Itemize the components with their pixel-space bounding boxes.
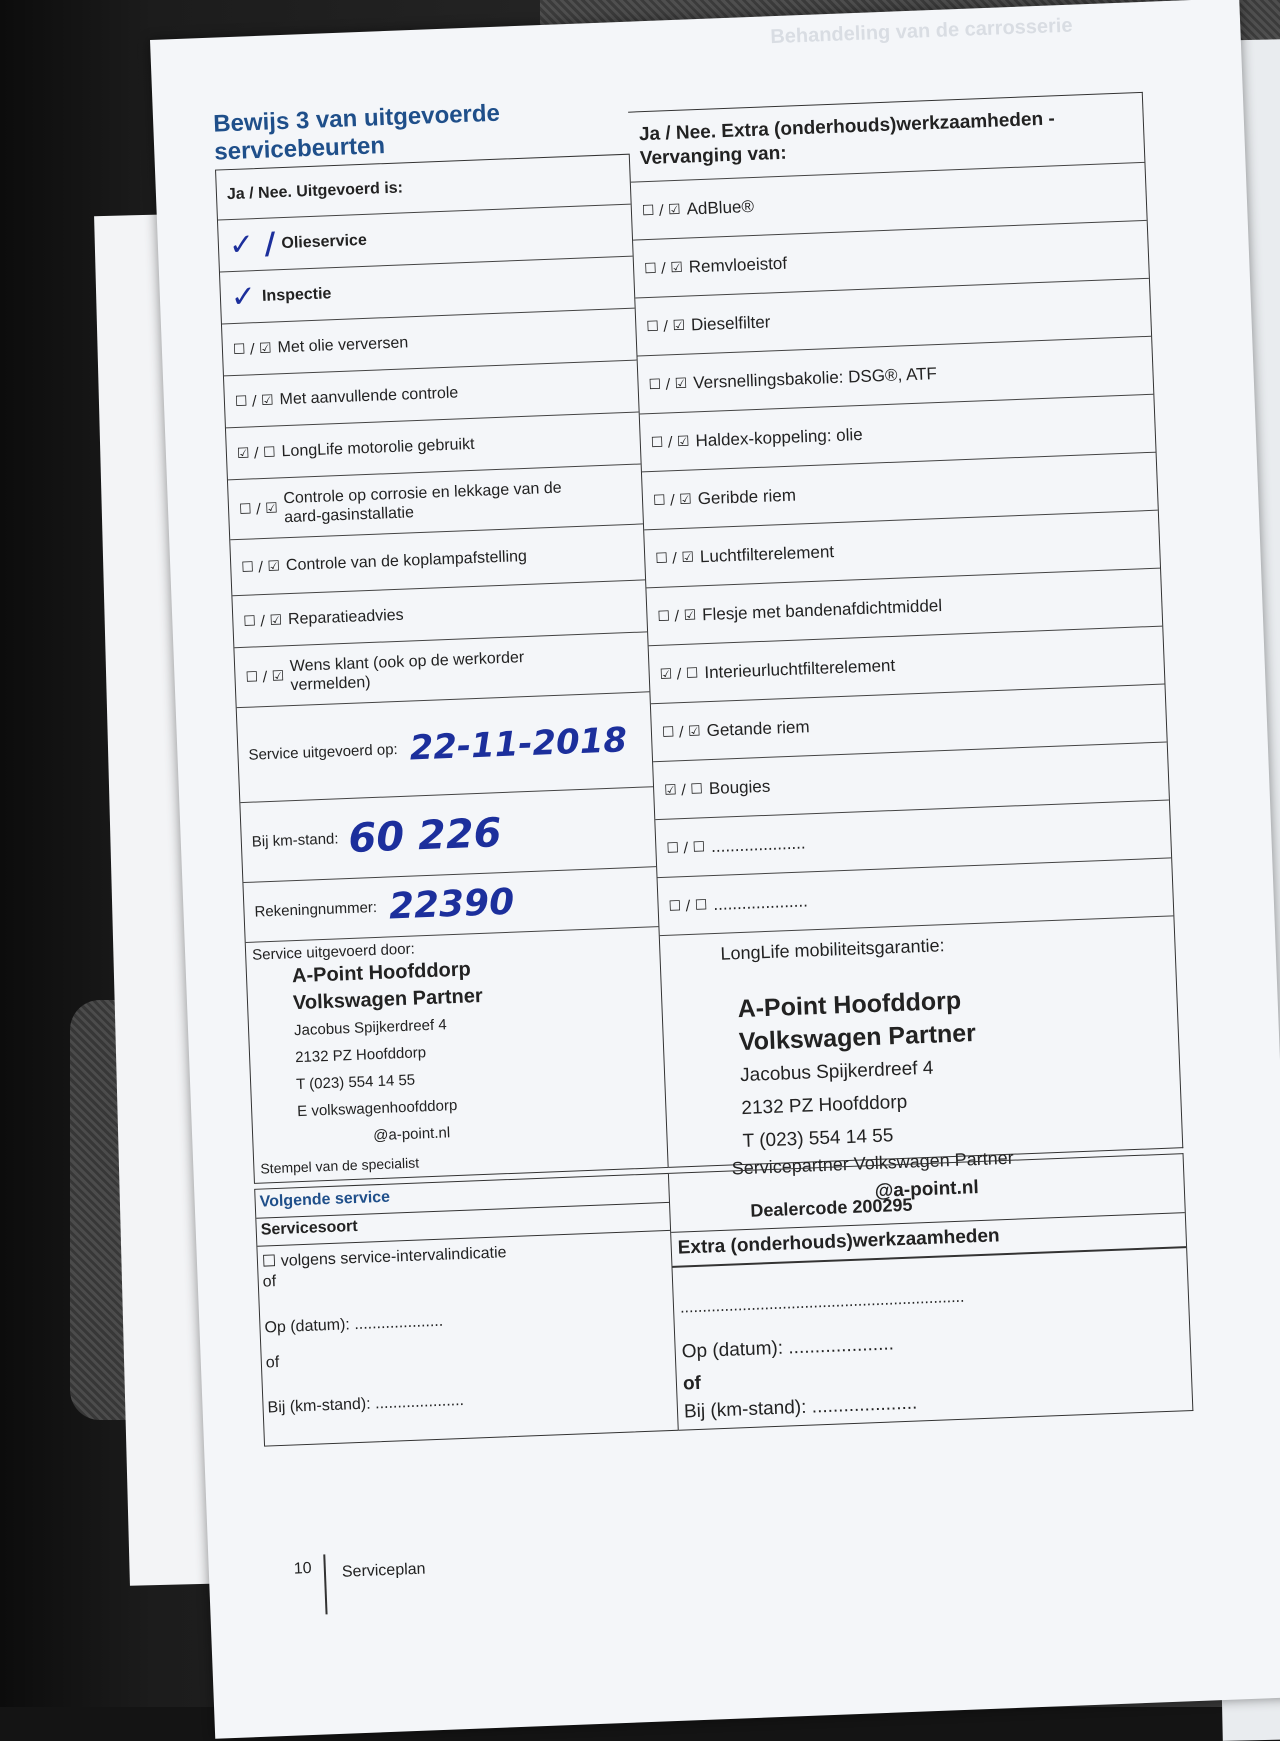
right-item-label: AdBlue®	[686, 196, 755, 219]
checkbox-icon: ☐ / ☑	[238, 499, 279, 518]
or-label: of	[682, 1372, 702, 1395]
extra-work-line[interactable]: ................................................................	[679, 1288, 965, 1317]
left-item-label: Met olie verversen	[277, 333, 409, 356]
left-item-label: Controle van de koplampafstelling	[285, 547, 528, 574]
left-item-label: Reparatieadvies	[287, 606, 404, 628]
checkbox-icon: ☐ / ☑	[641, 201, 681, 219]
left-item-label: Controle op corrosie en lekkage van de aard-gasinstallatie	[283, 479, 562, 526]
guarantee-block	[660, 916, 1183, 1169]
checkbox-icon: ☐ / ☑	[234, 392, 274, 410]
right-item-label: Remvloeistof	[688, 253, 788, 276]
right-item-label: Flesje met bandenafdichtmiddel	[701, 595, 943, 624]
checkbox-icon: ☑ / ☐	[659, 664, 699, 683]
checkbox-icon: ☐ / ☑	[652, 491, 693, 509]
left-item-label: Met aanvullende controle	[279, 383, 459, 408]
footer-section: Serviceplan	[341, 1560, 426, 1581]
checkbox-icon: ☐ / ☑	[646, 317, 686, 335]
left-item-label: Inspectie	[261, 284, 332, 305]
stamp-line: 2132 PZ Hoofddorp	[294, 1044, 427, 1067]
right-item-label: ....................	[710, 832, 806, 856]
performed-by-block	[246, 927, 668, 1183]
stamp-line: E volkswagenhoofddorp	[296, 1096, 458, 1121]
checkbox-icon: ☐ / ☑	[245, 667, 285, 686]
right-item-label: Interieurluchtfilterelement	[704, 655, 896, 682]
stamp-line: Volkswagen Partner	[738, 1019, 977, 1057]
booklet-page	[150, 0, 1280, 1729]
km-label: Bij km-stand:	[251, 830, 339, 851]
right-item-label: Luchtfilterelement	[699, 541, 835, 566]
next-service-right	[669, 1153, 1194, 1431]
extra-date-field[interactable]: Op (datum): ....................	[681, 1333, 895, 1363]
next-km-field[interactable]: Bij (km-stand): ....................	[267, 1391, 465, 1417]
stamp-line: Jacobus Spijkerdreef 4	[739, 1057, 934, 1087]
checkbox-icon: ☑ / ☐	[663, 780, 704, 799]
or-label: of	[265, 1354, 280, 1372]
checkbox-icon: ☐ / ☑	[648, 375, 688, 393]
extra-km-field[interactable]: Bij (km-stand): ....................	[683, 1392, 918, 1423]
performed-by-label: Service uitgevoerd door:	[251, 940, 416, 964]
right-item-label: Geribde riem	[697, 485, 797, 508]
left-item-label: LongLife motorolie gebruikt	[281, 435, 475, 460]
faint-heading: Behandeling van de carrosserie	[769, 14, 1073, 49]
or-label: of	[262, 1273, 277, 1291]
service-form	[213, 92, 1193, 1452]
stamp-line: Volkswagen Partner	[292, 984, 484, 1015]
checkmark-icon: ✓	[230, 279, 257, 316]
right-item-label: Bougies	[708, 776, 771, 798]
stamp-line: A-Point Hoofddorp	[291, 958, 472, 988]
right-item-label: Haldex-koppeling: olie	[695, 424, 864, 450]
checkbox-icon: ☐ / ☐	[668, 896, 708, 915]
right-header: Ja / Nee. Extra (onderhouds)werkzaamheden - Vervanging van:	[628, 93, 1144, 183]
right-item-label: Versnellingsbakolie: DSG®, ATF	[692, 363, 938, 392]
checkbox-icon: ☐ / ☑	[657, 606, 697, 625]
page-title: Bewijs 3 van uitgevoerde servicebeurten	[212, 99, 501, 166]
stamp-line: T (023) 554 14 55	[295, 1071, 416, 1094]
page-sheet	[150, 0, 1280, 1739]
right-column	[628, 92, 1183, 1168]
stamp-label: Stempel van de specialist	[260, 1154, 420, 1177]
checkbox-icon: ☐ / ☑	[643, 259, 684, 277]
left-header: Ja / Nee. Uitgevoerd is:	[216, 155, 631, 221]
left-column	[215, 154, 669, 1184]
service-date-label: Service uitgevoerd op:	[248, 740, 398, 764]
checkbox-icon: ☐ / ☑	[232, 340, 272, 358]
left-item-label: Olieservice	[281, 231, 368, 252]
checkbox-icon: ☐ / ☑	[661, 722, 701, 741]
extra-work-title: Extra (onderhouds)werkzaamheden	[677, 1225, 1000, 1259]
page-number: 10	[293, 1559, 312, 1578]
next-service-title: Volgende service	[259, 1188, 391, 1211]
checkbox-icon: ☐ / ☑	[654, 549, 695, 567]
checkbox-icon: ☐ / ☑	[241, 557, 281, 576]
right-item-label: ....................	[712, 890, 809, 914]
right-item-label: Dieselfilter	[690, 311, 771, 334]
next-service-left	[254, 1173, 679, 1447]
checkbox-icon: ☑ / ☐	[236, 443, 276, 462]
stamp-line: @a-point.nl	[372, 1124, 451, 1145]
dealer-stamp-right	[737, 984, 980, 1158]
dealer-stamp-left	[292, 956, 489, 1152]
stamp-line: 2132 PZ Hoofddorp	[741, 1091, 908, 1120]
interval-checkbox[interactable]: ☐ volgens service-intervalindicatie	[261, 1244, 507, 1271]
service-type-label: Servicesoort	[260, 1217, 358, 1239]
stamp-line: A-Point Hoofddorp	[737, 986, 962, 1024]
guarantee-label: LongLife mobiliteitsgarantie:	[720, 935, 945, 964]
service-date-row	[237, 692, 653, 803]
checkbox-icon: ☐ / ☑	[650, 433, 690, 451]
invoice-label: Rekeningnummer:	[254, 898, 378, 921]
stamp-line: T (023) 554 14 55	[742, 1125, 894, 1153]
stamp-line: Jacobus Spijkerdreef 4	[293, 1016, 447, 1040]
next-date-field[interactable]: Op (datum): ....................	[264, 1312, 444, 1337]
checkbox-icon: ☐ / ☑	[243, 611, 283, 630]
dealer-code: Dealercode 200295	[750, 1194, 913, 1221]
stamp-line: Servicepartner Volkswagen Partner	[731, 1147, 1015, 1179]
footer-divider	[323, 1554, 327, 1614]
left-item-label: Wens klant (ook op de werkorder vermelden)	[289, 648, 525, 694]
stamp-line: @a-point.nl	[874, 1177, 980, 1203]
right-item-label: Getande riem	[706, 716, 810, 740]
invoice-value: 22390	[388, 881, 515, 928]
checkbox-icon: ☐ / ☐	[666, 838, 706, 857]
km-value: 60 226	[347, 809, 503, 862]
checkmark-icon: ✓ /	[228, 226, 277, 264]
service-date-value: 22-11-2018	[408, 720, 628, 769]
